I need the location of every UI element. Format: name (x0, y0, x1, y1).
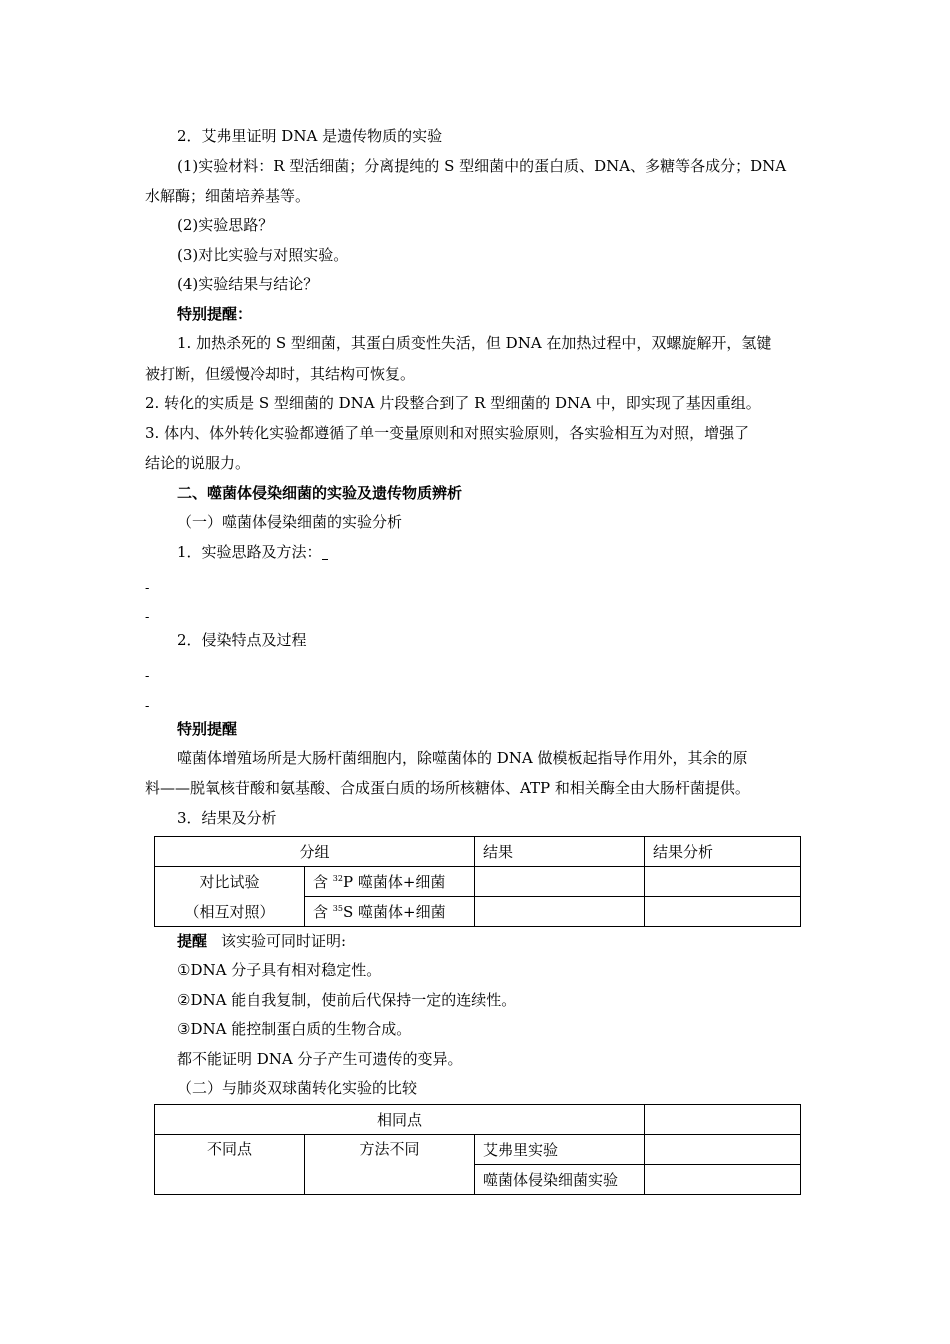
table-header-analysis: 结果分析 (645, 837, 801, 867)
reminder-text: 该实验可同时证明: (221, 932, 347, 950)
tips2-line2: 料——脱氧核苷酸和氨基酸、合成蛋白质的场所核糖体、ATP 和相关酶全由大肠杆菌提供。 (145, 779, 750, 797)
table-cell-avery: 艾弗里实验 (475, 1135, 645, 1165)
item-experiment-method: 1．实验思路及方法： (177, 541, 842, 563)
comparison-table (154, 1104, 801, 1195)
table-cell-group (155, 867, 305, 927)
table-cell-32p: 含 $^{32}$P 噬菌体+细菌 (305, 867, 475, 897)
tip2: 2. 转化的实质是 S 型细菌的 DNA 片段整合到了 R 型细菌的 DNA 中，即实现了基因重组。 (145, 394, 761, 412)
section-heading-phage: 二、噬菌体侵染细菌的实验及遗传物质辨析 (177, 484, 463, 502)
reminder-item: ②DNA 能自我复制，使前后代保持一定的连续性。 (177, 991, 517, 1009)
dash-marker: - (145, 699, 150, 714)
table-row (155, 1135, 801, 1165)
dash-marker: - (145, 669, 150, 684)
reminder-item: ①DNA 分子具有相对稳定性。 (177, 961, 382, 979)
table-cell-phage: 噬菌体侵染细菌实验 (475, 1165, 645, 1195)
table-row (155, 837, 801, 867)
table-cell-empty (645, 867, 801, 897)
list-item-contrast: (3)对比实验与对照实验。 (177, 246, 349, 264)
tip3-line2: 结论的说服力。 (145, 454, 251, 472)
paragraph-materials-line1: (1)实验材料：R 型活细菌；分离提纯的 S 型细菌中的蛋白质、DNA、多糖等各成分；DNA (177, 157, 787, 175)
results-table (154, 836, 801, 927)
group-label-line2: （相互对照） (184, 902, 275, 921)
blank-line (322, 545, 328, 560)
tip1-line2: 被打断，但缓慢冷却时，其结构可恢复。 (145, 365, 416, 383)
subsection-heading-phage-analysis: （一）噬菌体侵染细菌的实验分析 (177, 513, 403, 531)
table-cell-empty (645, 1105, 801, 1135)
list-item-idea: (2)实验思路？ (177, 216, 274, 234)
item-infection-process: 2．侵染特点及过程 (177, 631, 307, 649)
results-heading: 3．结果及分析 (177, 809, 277, 827)
table-row (155, 1105, 801, 1135)
section-heading-avery: 2．艾弗里证明 DNA 是遗传物质的实验 (177, 127, 443, 145)
tips2-line1: 噬菌体增殖场所是大肠杆菌细胞内，除噬菌体的 DNA 做模板起指导作用外，其余的原 (177, 749, 748, 767)
table-cell-35s: 含 $^{35}$S 噬菌体+细菌 (305, 897, 475, 927)
tip3-line1: 3. 体内、体外转化实验都遵循了单一变量原则和对照实验原则，各实验相互为对照，增强了 (145, 424, 750, 442)
table-row (155, 867, 801, 897)
table-cell-empty (645, 897, 801, 927)
table-cell-empty (645, 1165, 801, 1195)
dash-marker: - (145, 581, 150, 596)
tips-title: 特别提醒： (177, 305, 253, 323)
paragraph-materials-line2: 水解酶；细菌培养基等。 (145, 187, 311, 205)
reminder-item: ③DNA 能控制蛋白质的生物合成。 (177, 1020, 412, 1038)
table-cell-empty (475, 867, 645, 897)
dash-marker: - (145, 610, 150, 625)
list-item-results: (4)实验结果与结论？ (177, 275, 319, 293)
group-label-line1: 对比试验 (199, 872, 260, 891)
table-cell-diff: 不同点 (155, 1135, 305, 1195)
table-cell-same: 相同点 (155, 1105, 645, 1135)
table-header-result: 结果 (475, 837, 645, 867)
tips2-title: 特别提醒 (177, 720, 238, 738)
tip1-line1: 1. 加热杀死的 S 型细菌，其蛋白质变性失活，但 DNA 在加热过程中，双螺旋解开，氢键 (177, 334, 772, 352)
reminder-label: 提醒 (177, 932, 208, 950)
reminder-line (177, 930, 842, 952)
table-cell-empty (645, 1135, 801, 1165)
comparison-heading: （二）与肺炎双球菌转化实验的比较 (177, 1079, 418, 1097)
table-cell-empty (475, 897, 645, 927)
table-header-group: 分组 (155, 837, 475, 867)
table-cell-method: 方法不同 (305, 1135, 475, 1195)
reminder-note: 都不能证明 DNA 分子产生可遗传的变异。 (177, 1050, 463, 1068)
